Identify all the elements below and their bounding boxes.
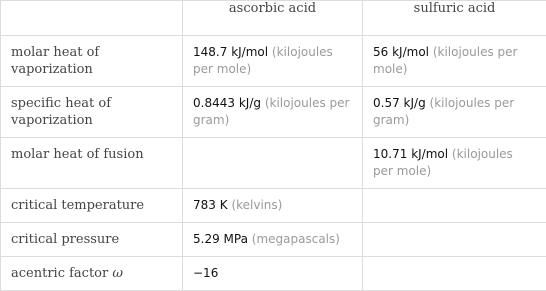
cell-value: −16 (193, 266, 218, 280)
table-row-molar-heat-of-fusion (1, 138, 546, 189)
cell-unit: kJ/mol (392, 45, 429, 59)
cell-value: 0.57 (373, 96, 400, 110)
cell-unit: kJ/g (404, 96, 426, 110)
cell-sulfuric-acid (363, 257, 546, 291)
cell-sulfuric-acid (363, 223, 546, 257)
cell-ascorbic-acid (183, 189, 363, 223)
omega-symbol: ω (112, 266, 123, 281)
row-label: specific heat of vaporization (1, 87, 183, 138)
table-row-specific-heat-of-vaporization (1, 87, 546, 138)
cell-unit-description: (megapascals) (252, 232, 340, 246)
cell-unit: kJ/g (239, 96, 261, 110)
cell-sulfuric-acid (363, 138, 546, 189)
table-row-acentric-factor (1, 257, 546, 291)
cell-value: 148.7 (193, 45, 227, 59)
cell-unit: MPa (224, 232, 248, 246)
cell-ascorbic-acid (183, 257, 363, 291)
cell-unit-description: (kelvins) (231, 198, 282, 212)
cell-unit-description: (kilojoules per mole) (373, 45, 517, 76)
cell-unit: K (220, 198, 228, 212)
cell-unit: kJ/mol (231, 45, 268, 59)
cell-ascorbic-acid (183, 223, 363, 257)
row-label: molar heat of vaporization (1, 36, 183, 87)
table-row-molar-heat-of-vaporization (1, 36, 546, 87)
column-header-sulfuric-acid: sulfuric acid (363, 1, 546, 36)
cell-sulfuric-acid (363, 36, 546, 87)
cell-sulfuric-acid (363, 189, 546, 223)
cell-value: 56 (373, 45, 388, 59)
header-corner (1, 1, 183, 36)
cell-value: 5.29 (193, 232, 220, 246)
table-row-critical-pressure (1, 223, 546, 257)
cell-unit-description: (kilojoules per gram) (373, 96, 514, 127)
row-label: critical pressure (1, 223, 183, 257)
table-row-critical-temperature (1, 189, 546, 223)
header-row (1, 1, 546, 36)
cell-ascorbic-acid (183, 87, 363, 138)
row-label: molar heat of fusion (1, 138, 183, 189)
cell-unit: kJ/mol (411, 147, 448, 161)
cell-value: 0.8443 (193, 96, 235, 110)
cell-value: 783 (193, 198, 216, 212)
row-label-text: acentric factor (11, 266, 108, 281)
cell-value: 10.71 (373, 147, 407, 161)
column-header-ascorbic-acid: ascorbic acid (183, 1, 363, 36)
row-label: critical temperature (1, 189, 183, 223)
row-label (1, 257, 183, 291)
cell-unit-description: (kilojoules per gram) (193, 96, 349, 127)
cell-unit-description: (kilojoules per mole) (193, 45, 333, 76)
cell-unit-description: (kilojoules per mole) (373, 147, 513, 178)
cell-ascorbic-acid (183, 138, 363, 189)
cell-ascorbic-acid (183, 36, 363, 87)
cell-sulfuric-acid (363, 87, 546, 138)
